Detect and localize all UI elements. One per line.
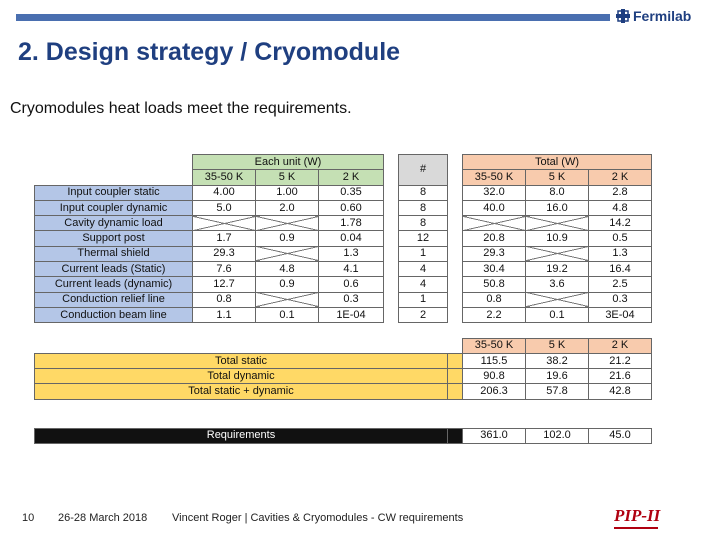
row-label: Conduction relief line — [35, 292, 193, 307]
unit-value: 1E-04 — [319, 307, 384, 322]
total-value: 20.8 — [463, 231, 526, 246]
total-value: 19.2 — [526, 262, 589, 277]
temp-header: 5 K — [526, 170, 589, 185]
summary-header-row — [35, 338, 652, 353]
temp-header: 2 K — [589, 170, 652, 185]
total-value — [526, 292, 589, 307]
count-value: 2 — [399, 307, 448, 322]
summary-value: 19.6 — [526, 369, 589, 384]
unit-value: 1.78 — [319, 216, 384, 231]
table-row — [35, 292, 652, 307]
row-label: Conduction beam line — [35, 307, 193, 322]
total-value: 0.3 — [589, 292, 652, 307]
pip-ii-logo: PIP-II — [614, 506, 661, 525]
unit-value — [256, 246, 319, 261]
count-value: 8 — [399, 185, 448, 200]
count-header: # — [399, 155, 448, 186]
total-value: 30.4 — [463, 262, 526, 277]
pip-ii-underline — [614, 527, 658, 529]
unit-value — [256, 216, 319, 231]
total-value: 32.0 — [463, 185, 526, 200]
header-row-2 — [35, 170, 652, 185]
unit-value: 0.60 — [319, 200, 384, 215]
unit-value: 7.6 — [193, 262, 256, 277]
temp-header: 5 K — [256, 170, 319, 185]
total-value: 0.8 — [463, 292, 526, 307]
requirements-row — [35, 428, 652, 443]
summary-value: 57.8 — [526, 384, 589, 399]
unit-value: 0.8 — [193, 292, 256, 307]
requirements-value: 45.0 — [589, 428, 652, 443]
requirements-value: 361.0 — [463, 428, 526, 443]
row-label: Current leads (Static) — [35, 262, 193, 277]
total-value: 40.0 — [463, 200, 526, 215]
summary-label: Total static + dynamic — [35, 384, 448, 399]
header-bar — [16, 14, 610, 21]
table-row — [35, 307, 652, 322]
table-row — [35, 200, 652, 215]
total-value: 14.2 — [589, 216, 652, 231]
count-value: 4 — [399, 277, 448, 292]
unit-value: 0.9 — [256, 277, 319, 292]
total-header: Total (W) — [463, 155, 652, 170]
unit-value: 1.3 — [319, 246, 384, 261]
row-label: Cavity dynamic load — [35, 216, 193, 231]
total-value: 16.4 — [589, 262, 652, 277]
fermilab-logo — [616, 8, 691, 24]
temp-header: 35-50 K — [193, 170, 256, 185]
unit-value: 0.35 — [319, 185, 384, 200]
unit-value: 4.00 — [193, 185, 256, 200]
unit-value: 1.7 — [193, 231, 256, 246]
subtitle: Cryomodules heat loads meet the requirements. — [10, 100, 352, 117]
footer-text: Vincent Roger | Cavities & Cryomodules - CW requirements — [172, 512, 464, 524]
total-value: 2.2 — [463, 307, 526, 322]
page-number: 10 — [22, 512, 35, 524]
unit-value: 4.8 — [256, 262, 319, 277]
table-row — [35, 231, 652, 246]
count-value: 12 — [399, 231, 448, 246]
spacer-row — [35, 323, 652, 338]
total-value — [526, 246, 589, 261]
summary-row — [35, 353, 652, 368]
table-row — [35, 216, 652, 231]
temp-header: 2 K — [589, 338, 652, 353]
summary-value: 42.8 — [589, 384, 652, 399]
table-row — [35, 246, 652, 261]
total-value: 2.5 — [589, 277, 652, 292]
row-label: Current leads (dynamic) — [35, 277, 193, 292]
requirements-label: Requirements — [35, 428, 448, 443]
summary-row — [35, 369, 652, 384]
unit-value: 5.0 — [193, 200, 256, 215]
total-value: 16.0 — [526, 200, 589, 215]
total-value: 3E-04 — [589, 307, 652, 322]
total-value: 0.5 — [589, 231, 652, 246]
count-value: 8 — [399, 200, 448, 215]
summary-value: 115.5 — [463, 353, 526, 368]
count-value: 1 — [399, 246, 448, 261]
row-label: Input coupler static — [35, 185, 193, 200]
total-value — [526, 216, 589, 231]
page-title: 2. Design strategy / Cryomodule — [18, 38, 401, 66]
summary-value: 206.3 — [463, 384, 526, 399]
summary-value: 21.2 — [589, 353, 652, 368]
total-value: 0.1 — [526, 307, 589, 322]
summary-value: 38.2 — [526, 353, 589, 368]
total-value: 4.8 — [589, 200, 652, 215]
unit-value: 2.0 — [256, 200, 319, 215]
spacer-row — [35, 399, 652, 414]
temp-header: 35-50 K — [463, 170, 526, 185]
each-unit-header: Each unit (W) — [193, 155, 384, 170]
summary-label: Total static — [35, 353, 448, 368]
total-value: 8.0 — [526, 185, 589, 200]
unit-value — [193, 216, 256, 231]
fermilab-icon — [616, 9, 630, 23]
total-value: 2.8 — [589, 185, 652, 200]
unit-value: 29.3 — [193, 246, 256, 261]
summary-label: Total dynamic — [35, 369, 448, 384]
summary-row — [35, 384, 652, 399]
total-value — [463, 216, 526, 231]
spacer-row — [35, 414, 652, 429]
row-label: Support post — [35, 231, 193, 246]
temp-header: 35-50 K — [463, 338, 526, 353]
unit-value: 1.00 — [256, 185, 319, 200]
unit-value: 1.1 — [193, 307, 256, 322]
temp-header: 2 K — [319, 170, 384, 185]
requirements-value: 102.0 — [526, 428, 589, 443]
unit-value: 0.04 — [319, 231, 384, 246]
heat-load-table — [34, 154, 652, 444]
header-row-1 — [35, 155, 652, 170]
total-value: 1.3 — [589, 246, 652, 261]
temp-header: 5 K — [526, 338, 589, 353]
total-value: 29.3 — [463, 246, 526, 261]
total-value: 10.9 — [526, 231, 589, 246]
count-value: 4 — [399, 262, 448, 277]
total-value: 3.6 — [526, 277, 589, 292]
table-row — [35, 262, 652, 277]
row-label: Input coupler dynamic — [35, 200, 193, 215]
count-value: 8 — [399, 216, 448, 231]
unit-value: 0.9 — [256, 231, 319, 246]
row-label: Thermal shield — [35, 246, 193, 261]
unit-value — [256, 292, 319, 307]
unit-value: 0.1 — [256, 307, 319, 322]
unit-value: 0.6 — [319, 277, 384, 292]
table-row — [35, 185, 652, 200]
summary-value: 21.6 — [589, 369, 652, 384]
unit-value: 12.7 — [193, 277, 256, 292]
table-row — [35, 277, 652, 292]
footer-date: 26-28 March 2018 — [58, 512, 148, 524]
logo-text: Fermilab — [633, 8, 692, 24]
unit-value: 4.1 — [319, 262, 384, 277]
unit-value: 0.3 — [319, 292, 384, 307]
total-value: 50.8 — [463, 277, 526, 292]
count-value: 1 — [399, 292, 448, 307]
summary-value: 90.8 — [463, 369, 526, 384]
